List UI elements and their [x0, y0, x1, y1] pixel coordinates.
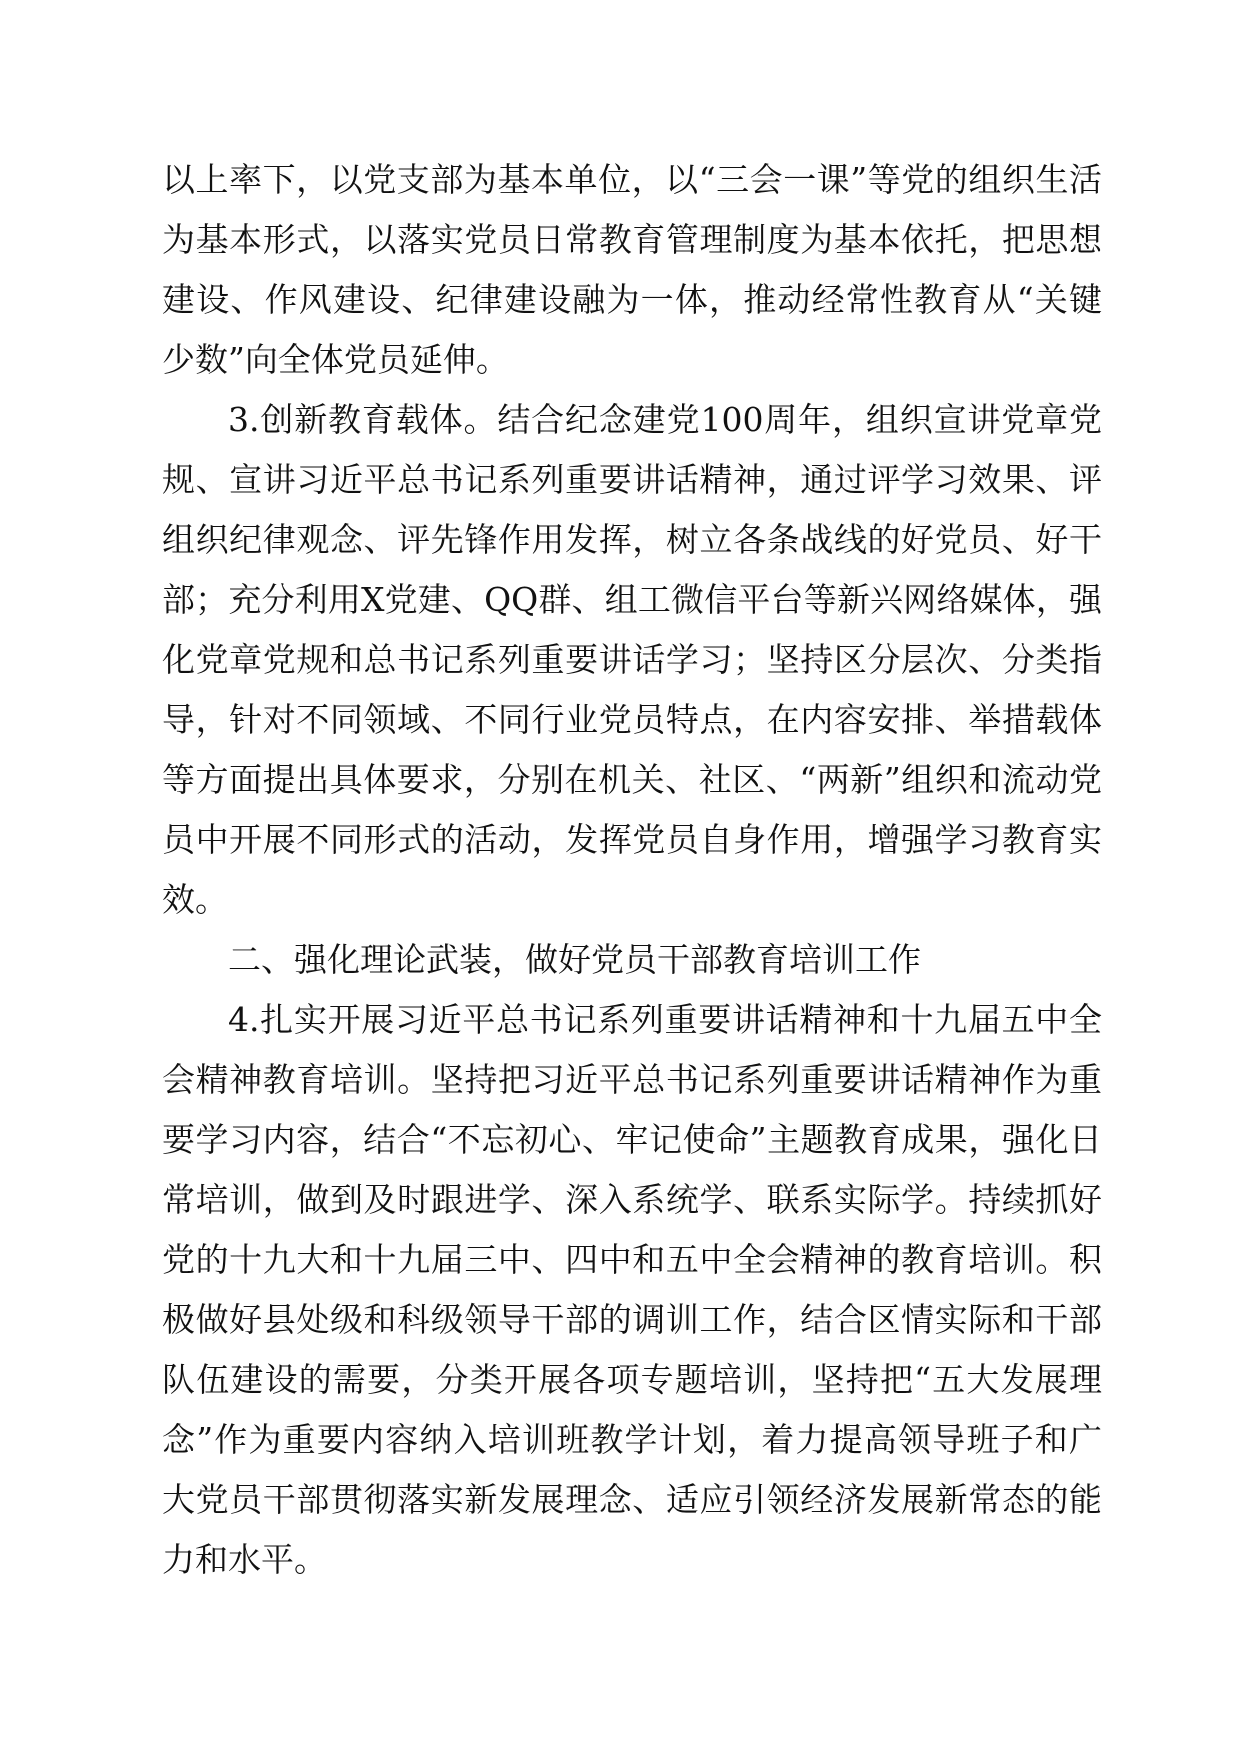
paragraph-item-4: 4.扎实开展习近平总书记系列重要讲话精神和十九届五中全会精神教育培训。坚持把习近平总书记系列重要讲话精神作为重要学习内容，结合“不忘初心、牢记使命”主题教育成果，强化日常培训，做到及时跟进学、深入系统学、联系实际学。持续抓好党的十九大和十九届三中、四中和五中全会精神的教育培训。积极做好县处级和科级领导干部的调训工作，结合区情实际和干部队伍建设的需要，分类开展各项专题培训，坚持把“五大发展理念”作为重要内容纳入培训班教学计划，着力提高领导班子和广大党员干部贯彻落实新发展理念、适应引领经济发展新常态的能力和水平。	[162, 1000, 1102, 1579]
paragraph-continuation: 以上率下，以党支部为基本单位，以“三会一课”等党的组织生活为基本形式，以落实党员日常教育管理制度为基本依托，把思想建设、作风建设、纪律建设融为一体，推动经常性教育从“关键少数”向全体党员延伸。	[162, 160, 1102, 379]
paragraph-item-3: 3.创新教育载体。结合纪念建党100周年，组织宣讲党章党规、宣讲习近平总书记系列重要讲话精神，通过评学习效果、评组织纪律观念、评先锋作用发挥，树立各条战线的好党员、好干部；充分利用X党建、QQ群、组工微信平台等新兴网络媒体，强化党章党规和总书记系列重要讲话学习；坚持区分层次、分类指导，针对不同领域、不同行业党员特点，在内容安排、举措载体等方面提出具体要求，分别在机关、社区、“两新”组织和流动党员中开展不同形式的活动，发挥党员自身作用，增强学习教育实效。	[162, 400, 1102, 919]
section-heading-2: 二、强化理论武装，做好党员干部教育培训工作	[228, 940, 921, 979]
document-body	[162, 150, 1102, 1590]
